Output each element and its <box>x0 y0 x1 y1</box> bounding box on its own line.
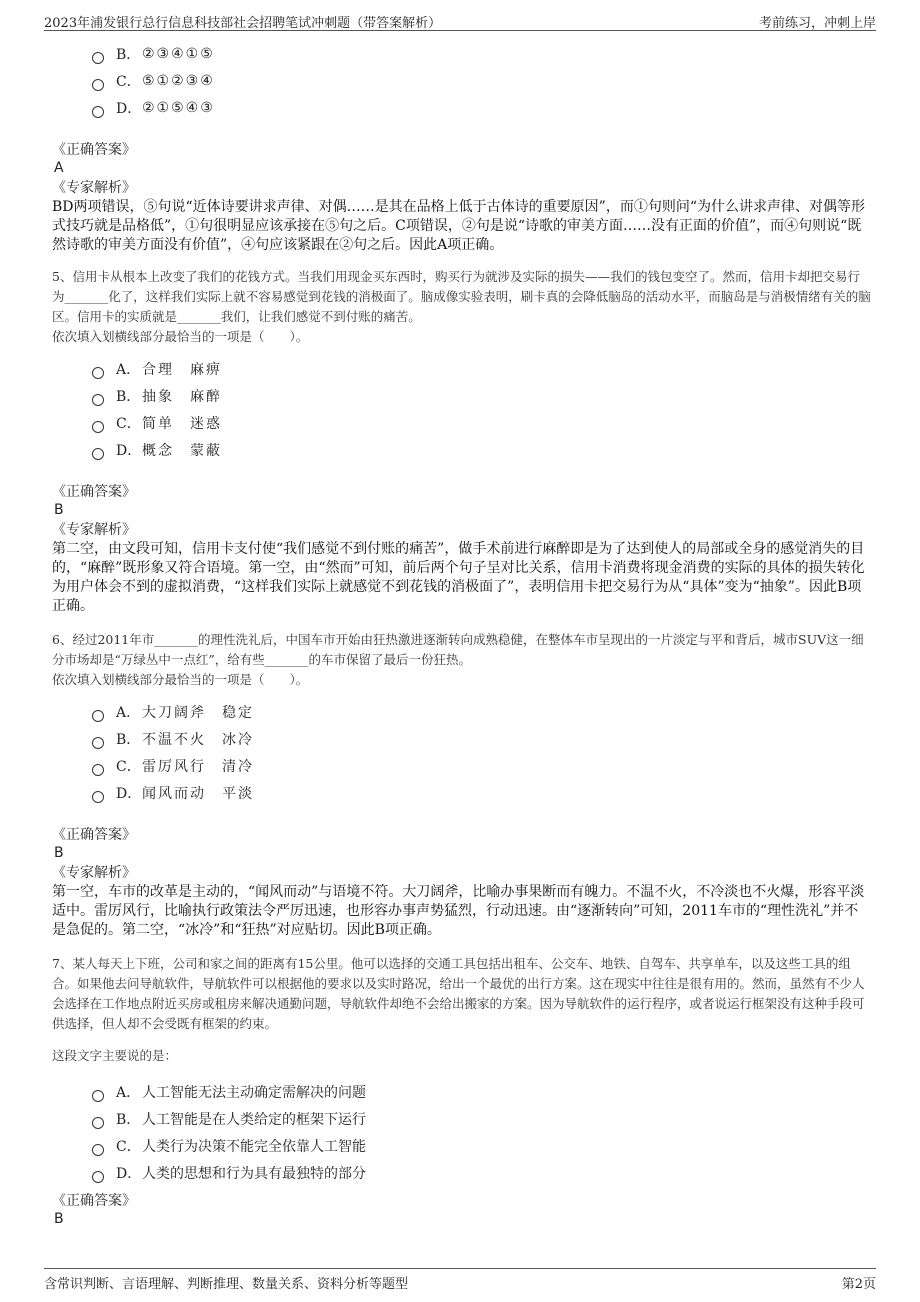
option-b[interactable]: B． 不温不火 冰冷 <box>92 725 872 752</box>
answer-value: A <box>54 160 64 176</box>
option-c[interactable]: C． ⑤①②③④ <box>92 67 872 94</box>
radio-icon[interactable] <box>92 1144 104 1156</box>
option-a[interactable]: A． 人工智能无法主动确定需解决的问题 <box>92 1078 872 1105</box>
radio-icon[interactable] <box>92 421 104 433</box>
question-stem: 5、信用卡从根本上改变了我们的花钱方式。当我们用现金买东西时，购买行为就涉及实际的损失——我们的钱包变空了。然而，信用卡却把交易行为_______化了，这样我们实际上就不容易感觉到花钱的消极面了。脑成像实验表明，刷卡真的会降低脑岛的活动水平，而脑岛是与消极情绪有关的脑区。信用卡的实质就是_______我们，让我们感觉不到付账的痛苦。 <box>52 269 871 324</box>
question-stem: 6、经过2011年市_______的理性洗礼后，中国车市开始由狂热激进逐渐转向成熟稳健，在整体车市呈现出的一片淡定与平和背后，城市SUV这一细分市场却是“万绿丛中一点红”，给有些_______的车市保留了最后一份狂热。 <box>52 632 864 667</box>
page-header <box>44 8 876 31</box>
header-slogan: 考前练习，冲刺上岸 <box>758 16 876 31</box>
page-footer <box>44 1268 876 1293</box>
question-prompt: 依次填入划横线部分最恰当的一项是（ ）。 <box>52 329 309 344</box>
option-d[interactable]: D． 闻风而动 平淡 <box>92 779 872 806</box>
analysis-label: 《专家解析》 <box>52 865 136 881</box>
answer-label: 《正确答案》 <box>52 827 136 843</box>
radio-icon[interactable] <box>92 1090 104 1102</box>
question-5 <box>52 267 872 616</box>
option-b[interactable]: B． ②③④①⑤ <box>92 40 872 67</box>
radio-icon[interactable] <box>92 448 104 460</box>
radio-icon[interactable] <box>92 79 104 91</box>
analysis-text: 第二空，由文段可知，信用卡支付使“我们感觉不到付账的痛苦”，做手术前进行麻醉即是为了达到使人的局部或全身的感觉消失的目的，“麻醉”既形象又符合语境。第一空，由“然而”可知，前后两个句子呈对比关系，信用卡消费将现金消费的实际的具体的损失转化为用户体会不到的虚拟消费，“这样我们实际上就感觉不到花钱的消极面了”，表明信用卡把交易行为从“具体”变为“抽象”。因此B项正确。 <box>52 541 865 614</box>
question-prompt: 这段文字主要说的是： <box>52 1048 178 1063</box>
option-c[interactable]: C． 雷厉风行 清冷 <box>92 752 872 779</box>
option-d[interactable]: D． ②①⑤④③ <box>92 94 872 121</box>
radio-icon[interactable] <box>92 737 104 749</box>
radio-icon[interactable] <box>92 367 104 379</box>
page-number: 第2页 <box>841 1277 876 1292</box>
answer-label: 《正确答案》 <box>52 484 136 500</box>
question-4 <box>52 40 872 255</box>
radio-icon[interactable] <box>92 52 104 64</box>
option-d[interactable]: D． 概念 蒙蔽 <box>92 436 872 463</box>
option-c[interactable]: C． 简单 迷惑 <box>92 409 872 436</box>
option-b[interactable]: B． 抽象 麻醉 <box>92 382 872 409</box>
answer-label: 《正确答案》 <box>52 1193 136 1209</box>
question-prompt: 依次填入划横线部分最恰当的一项是（ ）。 <box>52 672 309 687</box>
answer-value: B <box>54 845 64 861</box>
option-a[interactable]: A． 合理 麻痹 <box>92 355 872 382</box>
analysis-text: BD两项错误，⑤句说“近体诗要讲求声律、对偶……是其在品格上低于古体诗的重要原因”，而①句则问“为什么讲求声律、对偶等形式技巧就是品格低”，①句很明显应该承接在⑤句之后。C项错误，②句是说“诗歌的审美方面……没有正面的价值”，而④句则说“既然诗歌的审美方面没有价值”，④句应该紧跟在②句之后。因此A项正确。 <box>52 199 865 253</box>
answer-value: B <box>54 1211 64 1227</box>
footer-topics: 含常识判断、言语理解、判断推理、数量关系、资料分析等题型 <box>44 1277 409 1292</box>
analysis-label: 《专家解析》 <box>52 522 136 538</box>
question-7 <box>52 954 872 1228</box>
radio-icon[interactable] <box>92 764 104 776</box>
answer-label: 《正确答案》 <box>52 142 136 158</box>
option-b[interactable]: B． 人工智能是在人类给定的框架下运行 <box>92 1105 872 1132</box>
option-d[interactable]: D． 人类的思想和行为具有最独特的部分 <box>92 1159 872 1186</box>
analysis-text: 第一空，车市的改革是主动的，“闻风而动”与语境不符。大刀阔斧，比喻办事果断而有魄力。不温不火，不冷淡也不火爆，形容平淡适中。雷厉风行，比喻执行政策法令严厉迅速，也形容办事声势猛烈，行动迅速。由“逐渐转向”可知，2011车市的“理性洗礼”并不是急促的。第二空，“冰冷”和“狂热”对应贴切。因此B项正确。 <box>52 884 865 938</box>
option-a[interactable]: A． 大刀阔斧 稳定 <box>92 698 872 725</box>
analysis-label: 《专家解析》 <box>52 180 136 196</box>
radio-icon[interactable] <box>92 710 104 722</box>
option-c[interactable]: C． 人类行为决策不能完全依靠人工智能 <box>92 1132 872 1159</box>
question-stem: 7、某人每天上下班，公司和家之间的距离有15公里。他可以选择的交通工具包括出租车、公交车、地铁、自驾车、共享单车，以及这些工具的组合。如果他去问导航软件，导航软件可以根据他的要求以及实时路况，给出一个最优的出行方案。这在现实中往往是很有用的。然而，虽然有不少人会选择在工作地点附近买房或租房来解决通勤问题，导航软件却绝不会给出搬家的方案。因为导航软件的运行程序，或者说运行框架没有这种手段可供选择，但人却不会受既有框架的约束。 <box>52 956 865 1031</box>
question-6 <box>52 630 872 940</box>
page-content <box>52 40 872 1228</box>
answer-value: B <box>54 502 64 518</box>
radio-icon[interactable] <box>92 106 104 118</box>
document-title: 2023年浦发银行总行信息科技部社会招聘笔试冲刺题（带答案解析） <box>44 16 442 31</box>
radio-icon[interactable] <box>92 1171 104 1183</box>
radio-icon[interactable] <box>92 1117 104 1129</box>
radio-icon[interactable] <box>92 394 104 406</box>
radio-icon[interactable] <box>92 791 104 803</box>
